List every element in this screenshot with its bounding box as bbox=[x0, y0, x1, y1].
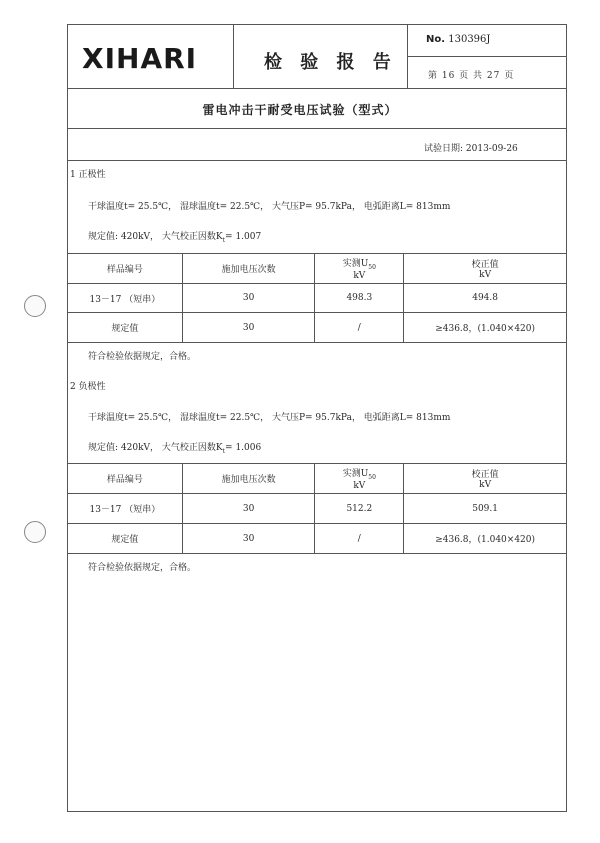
table-cell: 512.2 bbox=[315, 494, 404, 524]
col-header-measured: 实测$U_{50}$ kV bbox=[315, 254, 404, 284]
table-header-row bbox=[68, 464, 567, 494]
company-logo: XIHARI bbox=[82, 42, 198, 75]
test-title: 雷电冲击干耐受电压试验（型式） bbox=[202, 103, 398, 117]
binder-hole-bottom bbox=[24, 521, 46, 543]
col-header-corrected: 校正值 kV bbox=[404, 464, 567, 494]
page-info: 第 16 页 共 27 页 bbox=[428, 71, 515, 81]
report-number-value: 130396J bbox=[448, 34, 491, 45]
section-conclusion: 符合检验依据规定，合格。 bbox=[88, 563, 197, 573]
table-cell: 30 bbox=[182, 494, 315, 524]
table-cell: 30 bbox=[182, 524, 315, 554]
section-spec bbox=[88, 233, 261, 244]
col-header-measured: 实测$U_{50}$ kV bbox=[315, 464, 404, 494]
spec-value: = 1.006 bbox=[225, 443, 262, 453]
report-title: 检 验 报 告 bbox=[264, 52, 397, 73]
section-conditions: 干球温度t= 25.5℃， 湿球温度t= 22.5℃， 大气压P= 95.7kPa， 电弧距离L= 813mm bbox=[88, 413, 451, 423]
report-number-label: No. bbox=[426, 34, 446, 45]
table-cell: 13－17 （短串） bbox=[68, 494, 183, 524]
table-row bbox=[68, 313, 567, 343]
table-cell: 规定值 bbox=[68, 524, 183, 554]
table-row bbox=[68, 494, 567, 524]
section-heading: 1 正极性 bbox=[70, 170, 106, 180]
spec-value: = 1.007 bbox=[225, 232, 262, 242]
col-header-sample: 样品编号 bbox=[68, 254, 183, 284]
table-cell: 509.1 bbox=[404, 494, 567, 524]
section-heading: 2 负极性 bbox=[70, 382, 106, 392]
date-bottom-line bbox=[67, 160, 567, 161]
col-header-sample: 样品编号 bbox=[68, 464, 183, 494]
header-divider bbox=[407, 56, 567, 57]
table-row bbox=[68, 524, 567, 554]
title-bottom-line bbox=[67, 128, 567, 129]
table-cell: / bbox=[315, 313, 404, 343]
table-cell: 30 bbox=[182, 284, 315, 313]
report-number bbox=[426, 34, 490, 45]
spec-prefix: 规定值: 420kV， 大气校正因数K bbox=[88, 232, 223, 242]
table-cell: 30 bbox=[182, 313, 315, 343]
table-cell: 498.3 bbox=[315, 284, 404, 313]
table-cell: 13－17 （短串） bbox=[68, 284, 183, 313]
section-spec bbox=[88, 444, 261, 455]
binder-hole-top bbox=[24, 295, 46, 317]
spec-prefix: 规定值: 420kV， 大气校正因数K bbox=[88, 443, 223, 453]
spec-subscript: t bbox=[222, 236, 226, 244]
header-divider bbox=[233, 24, 234, 88]
col-header-count: 施加电压次数 bbox=[182, 254, 315, 284]
section-conclusion: 符合检验依据规定，合格。 bbox=[88, 352, 197, 362]
test-date: 试验日期: 2013-09-26 bbox=[424, 144, 518, 154]
spec-subscript: t bbox=[222, 447, 226, 455]
table-cell: 规定值 bbox=[68, 313, 183, 343]
section-conditions: 干球温度t= 25.5℃， 湿球温度t= 22.5℃， 大气压P= 95.7kPa， 电弧距离L= 813mm bbox=[88, 202, 451, 212]
table-header-row bbox=[68, 254, 567, 284]
table-cell: ≥436.8，(1.040×420) bbox=[404, 313, 567, 343]
result-table bbox=[67, 253, 567, 343]
table-cell: / bbox=[315, 524, 404, 554]
table-cell: 494.8 bbox=[404, 284, 567, 313]
table-row bbox=[68, 284, 567, 313]
header-bottom-line bbox=[67, 88, 567, 89]
table-cell: ≥436.8，(1.040×420) bbox=[404, 524, 567, 554]
col-header-count: 施加电压次数 bbox=[182, 464, 315, 494]
result-table bbox=[67, 463, 567, 554]
col-header-corrected: 校正值 kV bbox=[404, 254, 567, 284]
